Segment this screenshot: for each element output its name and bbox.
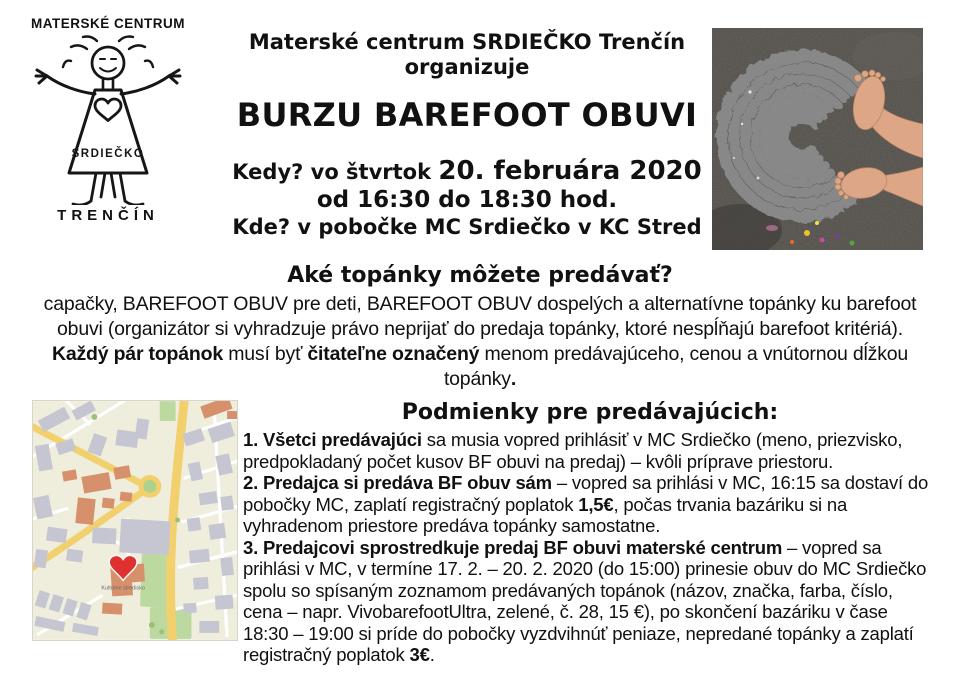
map-marker-label: Kultúrne stredisko [101, 585, 145, 592]
event-date-line [228, 156, 706, 187]
event-time: od 16:30 do 18:30 hod. [316, 187, 618, 213]
condition-item-3: 3. Predajcovi sprostredkuje predaj BF obuvi materské centrum – vopred sa prihlási v MC, v termíne 17. 2. – 20. 2. 2020 (do 15:00) prinesie obuv do MC Srdiečko spolu so spísaným zoznamom predávaných topánok (názov, značka, farba, číslo, cena – napr. VivobarefootUltra, zelené, č. 28, 15 €), po skončení bazáriku v čase 18:30 – 19:00 si príde do pobočky vyzdvihnúť peniaze, nepredané topánky a zaplatí registračný poplatok 3€. [243, 536, 927, 665]
event-title: BURZU BAREFOOT OBUVI [236, 96, 698, 134]
header [228, 30, 706, 240]
rainbow-chalk-photo [712, 28, 923, 250]
condition-item-1: 1. Všetci predávajúci sa musia vopred prihlásiť v MC Srdiečko (meno, priezvisko, predpokladaný počet kusov BF obuvi na predaj) – kvôli príprave priestoru. [243, 429, 903, 472]
event-place: Kde? v pobočke MC Srdiečko v KC Stred [232, 215, 702, 239]
organizer-line-1: Materské centrum SRDIEČKO Trenčín [248, 30, 686, 54]
conditions-heading: Podmienky pre predávajúcich: [401, 400, 779, 425]
shoes-info-heading: Aké topánky môžete predávať? [287, 263, 673, 288]
event-date-prefix: Kedy? vo štvrtok [232, 160, 439, 184]
map-roundabout [141, 477, 159, 495]
logo-heart-icon [95, 99, 121, 121]
logo-city: TRENČÍN [57, 207, 159, 224]
conditions-section [243, 399, 937, 666]
logo-title: MATERSKÉ CENTRUM [31, 16, 185, 31]
shoes-info-text: capačky, BAREFOOT OBUV pre deti, BAREFOOT OBUV dospelých a alternatívne topánky ku barefoot obuvi (organizátor si vyhradzuje právo neprijať do predaja topánky, ktoré nespĺňajú barefoot kritériá). Každý pár topánok musí byť čitateľne označený menom predávajúceho, cenou a vnútornou dĺžkou topánky. [43, 293, 917, 390]
condition-item-2: 2. Predajca si predáva BF obuv sám – vopred sa prihlási v MC, 16:15 sa dostaví do pobočky MC, zaplatí registračný poplatok 1,5€, počas trvania bazáriku si na vyhradenom priestore predáva topánky samostatne. [243, 472, 929, 536]
location-map [32, 400, 238, 641]
logo-figure-drawing [23, 33, 193, 205]
shoes-info-section [40, 262, 920, 392]
logo [22, 16, 194, 224]
organizer-line-2: organizuje [404, 55, 530, 79]
event-date: 20. februára 2020 [438, 156, 702, 186]
logo-dress-text: SRDIEČKO [71, 148, 145, 160]
